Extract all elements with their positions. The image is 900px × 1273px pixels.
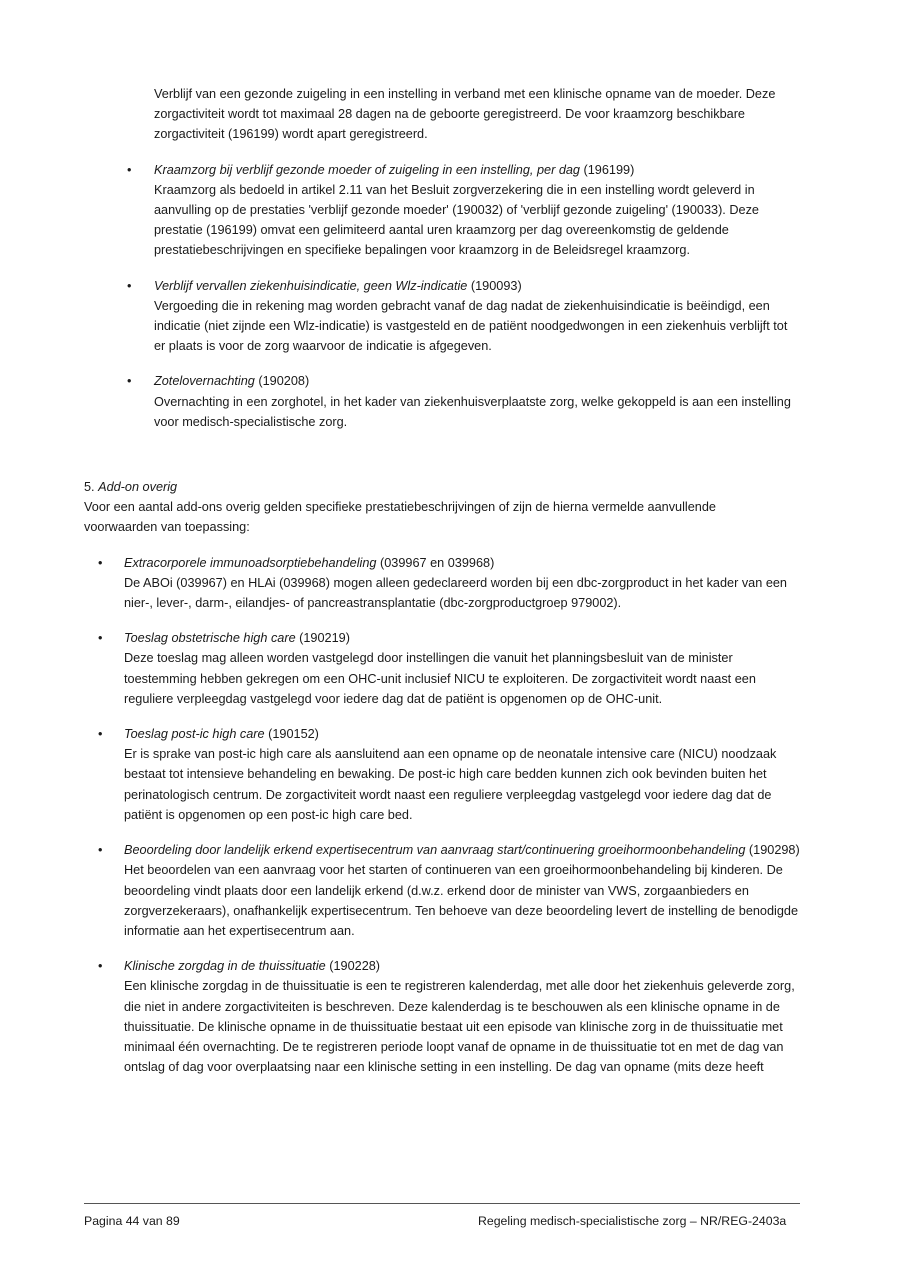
list-item-code: (190208)	[258, 374, 310, 389]
list-item-body: Deze toeslag mag alleen worden vastgelegd door instellingen die vanuit het planningsbesluit van de minister toestemming hebben gekregen om een OHC-unit inclusief NICU te exploiteren. De zorgactiviteit wordt naast een reguliere verpleegdag vastgelegd voor iedere dag dat de patiënt is opgenomen op de OHC-unit.	[124, 651, 756, 706]
verblijf-bullet-list	[84, 160, 800, 432]
list-item-body: Een klinische zorgdag in de thuissituatie is een te registreren kalenderdag, met alle door het ziekenhuis geleverde zorg, die niet in andere zorgactiviteiten is beschreven. Deze kalenderdag is te beschouwen als een klinische opname in de thuissituatie. De klinische opname in de thuissituatie bestaat uit een episode van klinische zorg in de thuissituatie met minimaal één overnachting. De te registreren periode loopt vanaf de opname in de thuissituatie tot en met de dag van ontslag of dag voor overplaatsing naar een klinische setting in een instelling. De dag van opname (mits deze heeft	[124, 979, 795, 1075]
bullet-dot: •	[127, 374, 132, 389]
list-item	[127, 276, 800, 357]
bullet-dot: •	[127, 162, 132, 177]
bullet-dot: •	[127, 278, 132, 293]
list-item-body: Kraamzorg als bedoeld in artikel 2.11 van het Besluit zorgverzekering die in een instelling wordt geleverd in aanvulling op de prestaties 'verblijf gezonde moeder' (190032) of 'verblijf gezonde zuigeling' (190033). Deze prestatie (196199) omvat een gelimiteerd aantal uren kraamzorg per dag overeenkomstig de geldende prestatiebeschrijvingen en specifieke bepalingen voor kraamzorg in de Beleidsregel kraamzorg.	[154, 182, 759, 258]
section-intro: Voor een aantal add-ons overig gelden specifieke prestatiebeschrijvingen of zijn de hierna vermelde aanvullende voorwaarden van toepassing:	[84, 500, 716, 535]
list-item-title: Toeslag obstetrische high care	[124, 631, 296, 646]
list-item-code: (190228)	[329, 959, 381, 974]
list-item-title: Klinische zorgdag in de thuissituatie	[124, 959, 326, 974]
list-item	[98, 956, 800, 1077]
section-title: Add-on overig	[98, 480, 178, 495]
bullet-dot: •	[98, 959, 103, 974]
list-item-body: Er is sprake van post-ic high care als aansluitend aan een opname op de neonatale intensive care (NICU) noodzaak bestaat tot intensieve behandeling en bewaking. De post-ic high care bedden kunnen zich ook bevinden buiten het perinatologisch centrum. De zorgactiviteit wordt naast een reguliere verpleegdag vastgelegd voor iedere dag dat de patiënt is opgenomen op een post-ic high care bed.	[124, 747, 777, 822]
list-item	[98, 553, 800, 614]
list-item	[127, 371, 800, 432]
section-heading	[84, 477, 800, 497]
bullet-dot: •	[98, 555, 103, 570]
list-item-title: Kraamzorg bij verblijf gezonde moeder of zuigeling in een instelling, per dag	[154, 162, 580, 177]
list-item-code: (190298)	[748, 843, 800, 858]
section-number: 5.	[84, 480, 99, 495]
bullet-dot: •	[98, 727, 103, 742]
list-item	[127, 160, 800, 261]
list-item-title: Extracorporele immunoadsorptiebehandeling	[124, 555, 377, 570]
page-footer	[84, 1203, 800, 1230]
list-item-title: Verblijf vervallen ziekenhuisindicatie, geen Wlz-indicatie	[154, 278, 468, 293]
list-item-code: (039967 en 039968)	[380, 555, 495, 570]
list-item-code: (190093)	[470, 278, 522, 293]
addon-bullet-list	[84, 553, 800, 1078]
list-item-body: Het beoordelen van een aanvraag voor het starten of continueren van een groeihormoonbehandeling bij kinderen. De beoordeling vindt plaats door een landelijk erkend (d.w.z. erkend door de minister van VWS, zorgaanbieders en zorgverzekeraars), onafhankelijk expertisecentrum. Ten behoeve van deze beoordeling levert de instelling de benodigde informatie aan het expertisecentrum aan.	[124, 863, 799, 938]
bullet-dot: •	[98, 843, 103, 858]
list-item-body: De ABOi (039967) en HLAi (039968) mogen alleen gedeclareerd worden bij een dbc-zorgproduct in het kader van een nier-, lever-, darm-, eilandjes- of pancreastransplantatie (dbc-zorgproductgroep 979002).	[124, 575, 787, 611]
footer-page-number: Pagina 44 van 89	[84, 1214, 180, 1228]
list-item-body: Vergoeding die in rekening mag worden gebracht vanaf de dag nadat de ziekenhuisindicatie is beëindigd, een indicatie (niet zijnde een Wlz-indicatie) is vastgesteld en de patiënt noodgedwongen in een ziekenhuis verblijft tot er plaats is voor de zorg waarvoor de indicatie is afgegeven.	[154, 298, 788, 354]
list-item-title: Zotelovernachting	[154, 374, 255, 389]
list-item-title: Beoordeling door landelijk erkend expertisecentrum van aanvraag start/continuering groeihormoonbehandeling	[124, 843, 746, 858]
list-item-body: Overnachting in een zorghotel, in het kader van ziekenhuisverplaatste zorg, welke gekoppeld is aan een instelling voor medisch-specialistische zorg.	[154, 394, 791, 429]
list-item-code: (190219)	[299, 631, 350, 646]
list-item	[98, 840, 800, 941]
bullet-dot: •	[98, 631, 103, 646]
top-paragraph: Verblijf van een gezonde zuigeling in een instelling in verband met een klinische opname van de moeder. Deze zorgactiviteit wordt tot maximaal 28 dagen na de geboorte geregistreerd. De voor kraamzorg beschikbare zorgactiviteit (196199) wordt apart geregistreerd.	[154, 87, 776, 142]
list-item-code: (196199)	[583, 162, 635, 177]
footer-document-title: Regeling medisch-specialistische zorg – NR/REG-2403a	[478, 1214, 787, 1228]
list-item	[98, 628, 800, 709]
page-content	[84, 84, 800, 1077]
list-item-title: Toeslag post-ic high care	[124, 727, 265, 742]
list-item-code: (190152)	[268, 727, 319, 742]
list-item	[98, 724, 800, 825]
